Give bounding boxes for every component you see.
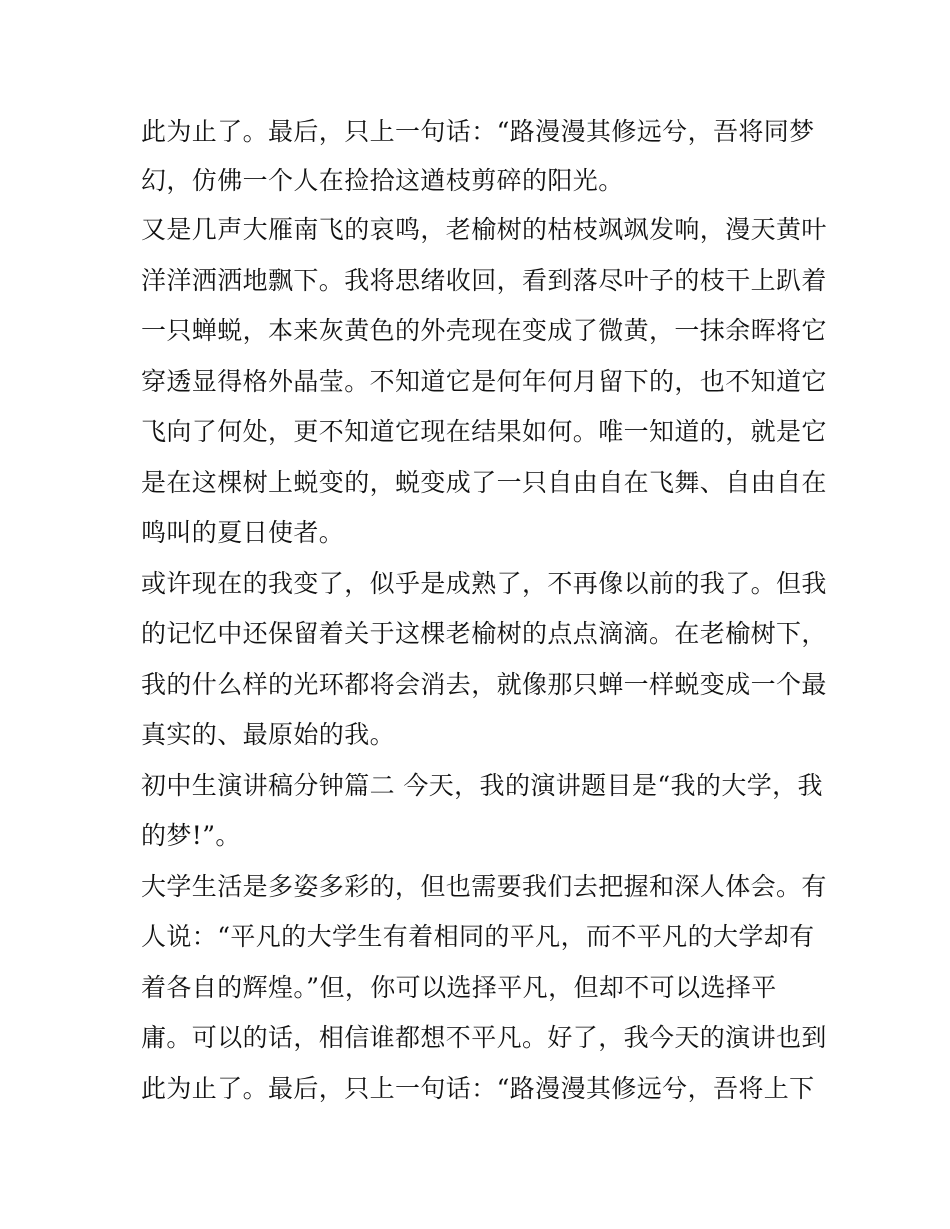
text-line: 又是几声大雁南飞的哀鸣，老榆树的枯枝飒飒发响，漫天黄叶 bbox=[141, 215, 827, 244]
text-line: 一只蝉蜕，本来灰黄色的外壳现在变成了微黄，一抹余晖将它 bbox=[141, 316, 827, 345]
text-line: 人说：“平凡的大学生有着相同的平凡，而不平凡的大学却有 bbox=[141, 922, 815, 951]
text-line: 鸣叫的夏日使者。 bbox=[141, 518, 345, 547]
text-line: 真实的、最原始的我。 bbox=[141, 720, 396, 749]
text-line: 的梦!”。 bbox=[141, 821, 241, 850]
text-line: 此为止了。最后，只上一句话：“路漫漫其修远兮，吾将同梦 bbox=[141, 117, 815, 146]
text-line: 幻，仿佛一个人在捡拾这遒枝剪碎的阳光。 bbox=[141, 166, 624, 195]
text-line: 此为止了。最后，只上一句话：“路漫漫其修远兮，吾将上下 bbox=[141, 1074, 815, 1103]
text-line: 飞向了何处，更不知道它现在结果如何。唯一知道的，就是它 bbox=[141, 417, 827, 446]
text-line: 庸。可以的话，相信谁都想不平凡。好了，我今天的演讲也到 bbox=[141, 1023, 827, 1052]
text-line: 穿透显得格外晶莹。不知道它是何年何月留下的，也不知道它 bbox=[141, 367, 827, 396]
text-line: 着各自的辉煌。”但，你可以选择平凡，但却不可以选择平 bbox=[141, 973, 777, 1002]
text-line: 大学生活是多姿多彩的，但也需要我们去把握和深人体会。有 bbox=[141, 872, 827, 901]
text-line: 洋洋洒洒地飘下。我将思绪收回，看到落尽叶子的枝干上趴着 bbox=[141, 266, 827, 295]
text-line: 或许现在的我变了，似乎是成熟了，不再像以前的我了。但我 bbox=[141, 569, 827, 598]
text-line: 初中生演讲稿分钟篇二 今天，我的演讲题目是“我的大学，我 bbox=[141, 771, 823, 800]
text-line: 是在这棵树上蜕变的，蜕变成了一只自由自在飞舞、自由自在 bbox=[141, 468, 827, 497]
text-line: 的记忆中还保留着关于这棵老榆树的点点滴滴。在老榆树下， bbox=[141, 619, 827, 648]
text-line: 我的什么样的光环都将会消去，就像那只蝉一样蜕变成一个最 bbox=[141, 670, 827, 699]
